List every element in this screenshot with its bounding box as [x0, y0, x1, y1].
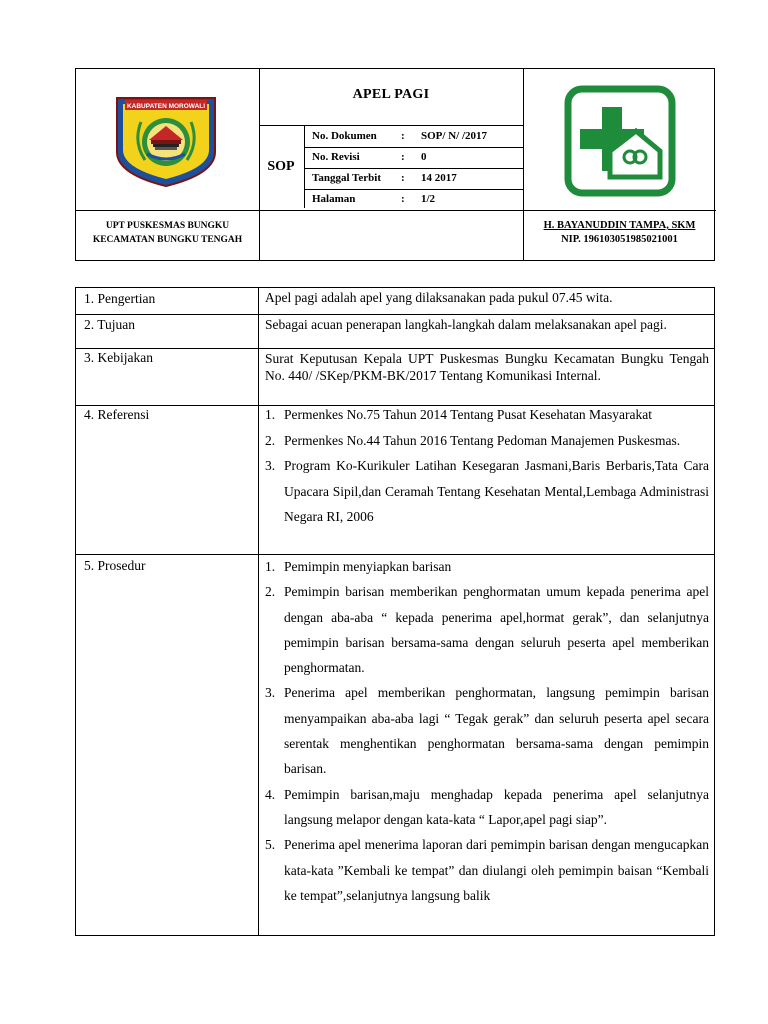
svg-text:KABUPATEN MOROWALI: KABUPATEN MOROWALI: [126, 103, 206, 110]
signatory: [523, 219, 716, 247]
section-label-referensi: 4. Referensi: [84, 407, 150, 422]
section-label-tujuan: 2. Tujuan: [84, 317, 136, 332]
section-label-pengertian: 1. Pengertian: [84, 291, 156, 306]
kabupaten-morowali-emblem: [111, 94, 221, 189]
section-text-tujuan: Sebagai acuan penerapan langkah-langkah dalam melaksanakan apel pagi.: [265, 317, 667, 332]
section-label-prosedur: 5. Prosedur: [84, 558, 146, 573]
section-text-kebijakan: Surat Keputusan Kepala UPT Puskesmas Bungku Kecamatan Bungku Tengah No. 440/ /SKep/PKM-BK/2017 Tentang Komunikasi Internal.: [265, 351, 709, 383]
list-item: 4. Pemimpin barisan,maju menghadap kepada penerima apel selanjutnya langsung melapor dengan kata-kata “ Lapor,apel pagi siap”.: [265, 786, 709, 827]
puskesmas-logo: [564, 85, 676, 197]
meta-row-page: Halaman : 1/2: [312, 193, 436, 205]
list-item: 3. Penerima apel memberikan penghormatan, langsung pemimpin barisan menyampaikan aba-aba lagi “ Tegak gerak” dan seluruh peserta apel secara serentak menghentikan penghormatan bersama-sama dengan pemimpin barisan.: [265, 685, 709, 777]
section-text-pengertian: Apel pagi adalah apel yang dilaksanakan pada pukul 07.45 wita.: [265, 290, 613, 305]
divider: [76, 314, 714, 315]
meta-row-revision: No. Revisi : 0: [312, 151, 427, 163]
sop-content-table: [75, 287, 715, 936]
prosedur-list: [265, 554, 709, 908]
divider: [76, 348, 714, 349]
meta-row-issue-date: Tanggal Terbit : 14 2017: [312, 172, 457, 184]
unit-name: UPT PUSKESMAS BUNGKU KECAMATAN BUNGKU TENGAH: [92, 221, 243, 245]
referensi-list: [265, 402, 709, 530]
sop-header: [75, 68, 715, 261]
list-item: 1. Pemimpin menyiapkan barisan: [265, 559, 452, 574]
list-item: 3. Program Ko-Kurikuler Latihan Kesegaran Jasmani,Baris Berbaris,Tata Cara Upacara Sipil,dan Ceramah Tentang Kesehatan Mental,Lembaga Administrasi Negara RI, 2006: [265, 458, 709, 525]
section-label-kebijakan: 3. Kebijakan: [84, 350, 153, 365]
meta-row-document-number: No. Dokumen : SOP/ N/ /2017: [312, 130, 488, 142]
list-item: 2. Permenkes No.44 Tahun 2016 Tentang Pedoman Manajemen Puskesmas.: [265, 432, 681, 448]
list-item: 2. Pemimpin barisan memberikan penghormatan umum kepada penerima apel dengan aba-aba “ kepada penerima apel,hormat gerak”, dan selanjutnya pemimpin barisan bersama-sama dengan seluruh peserta apel memberikan penghormatan.: [265, 584, 709, 676]
signer-name: H. BAYANUDDIN TAMPA, SKM: [543, 220, 696, 231]
signer-nip: NIP. 196103051985021001: [561, 234, 678, 245]
list-item: 1. Permenkes No.75 Tahun 2014 Tentang Pusat Kesehatan Masyarakat: [265, 407, 653, 422]
document-title: APEL PAGI: [352, 87, 430, 102]
sop-label: SOP: [267, 159, 295, 174]
divider: [258, 288, 259, 935]
list-item: 5. Penerima apel menerima laporan dari pemimpin barisan dengan mengucapkan kata-kata ”Kembali ke tempat” dan diulangi oleh pemimpin baisan “Kembali ke tempat”,selanjutnya langsung balik: [265, 837, 709, 903]
